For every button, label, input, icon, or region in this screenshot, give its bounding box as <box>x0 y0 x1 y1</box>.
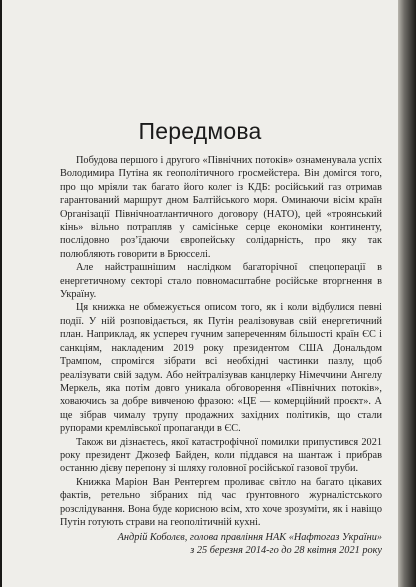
paragraph: Ця книжка не обмежується описом того, як і коли відбулися певні події. У ній розповідається, як Путін реалізовував свій енергетичний план. Наприклад, як успереч гучним запереченням більшості країн ЄС і санкціям, накладеним 2019 року президентом США Дональдом Трампом, спромігся зібрати всі необхідні частинки пазлу, щоб реалізувати свій задум. Або нейтралізував канцлерку Німеччини Ангелу Меркель, яка потім довго уникала обговорення «Північних потоків», ховаючись за добре вивченою фразою: «ЦЕ — комерційний проєкт». А ще зібрав чималу трупу продажних західних політиків, що стали рупорами кремлівської пропаганди в ЄС. <box>60 302 382 435</box>
paragraph: Книжка Маріон Ван Рентергем проливає світло на багато цікавих фактів, ретельно зібраних під час ґрунтовного журналістського розслідування. Вона буде корисною всім, хто хоче зрозуміти, як і навіщо Путін готують страви на геополітичній кухні. <box>60 476 382 528</box>
foreword-body <box>60 154 382 529</box>
signature-term-line: з 25 березня 2014-го до 28 квітня 2021 року <box>190 545 382 557</box>
book-spine-edge <box>398 0 416 587</box>
author-signature <box>60 531 382 558</box>
page-title: Передмова <box>138 118 262 144</box>
book-page <box>2 0 398 587</box>
paragraph: Але найстрашнішим наслідком багаторічної спецоперації в енергетичному секторі стало повномасштабне російське вторгнення в Україну. <box>60 262 382 301</box>
paragraph: Також ви дізнаєтесь, якої катастрофічної помилки припустився 2021 року президент Джозеф Байден, коли піддався на шантаж і прибрав останню дієву перепону зі шляху головної російської газової труби. <box>60 436 382 475</box>
signature-name-line: Андрій Коболєв, голова правління НАК «Нафтогаз України» <box>117 532 382 543</box>
paragraph: Побудова першого і другого «Північних потоків» ознаменувала успіх Володимира Путіна як геополітичного гросмейстера. Він домігся того, про що мріяли так багато його колег із КДБ: російський газ отримав гарантований маршрут дном Балтійського моря. Оминаючи вісім країн Організації Північноатлантичного договору (НАТО), цей «троянський кінь» вільно потрапляв у самісіньке серце економіки континенту, послідовно роз’їдаючи європейську солідарність, про яку так полюбляють говорити в Брюсселі. <box>60 155 382 260</box>
